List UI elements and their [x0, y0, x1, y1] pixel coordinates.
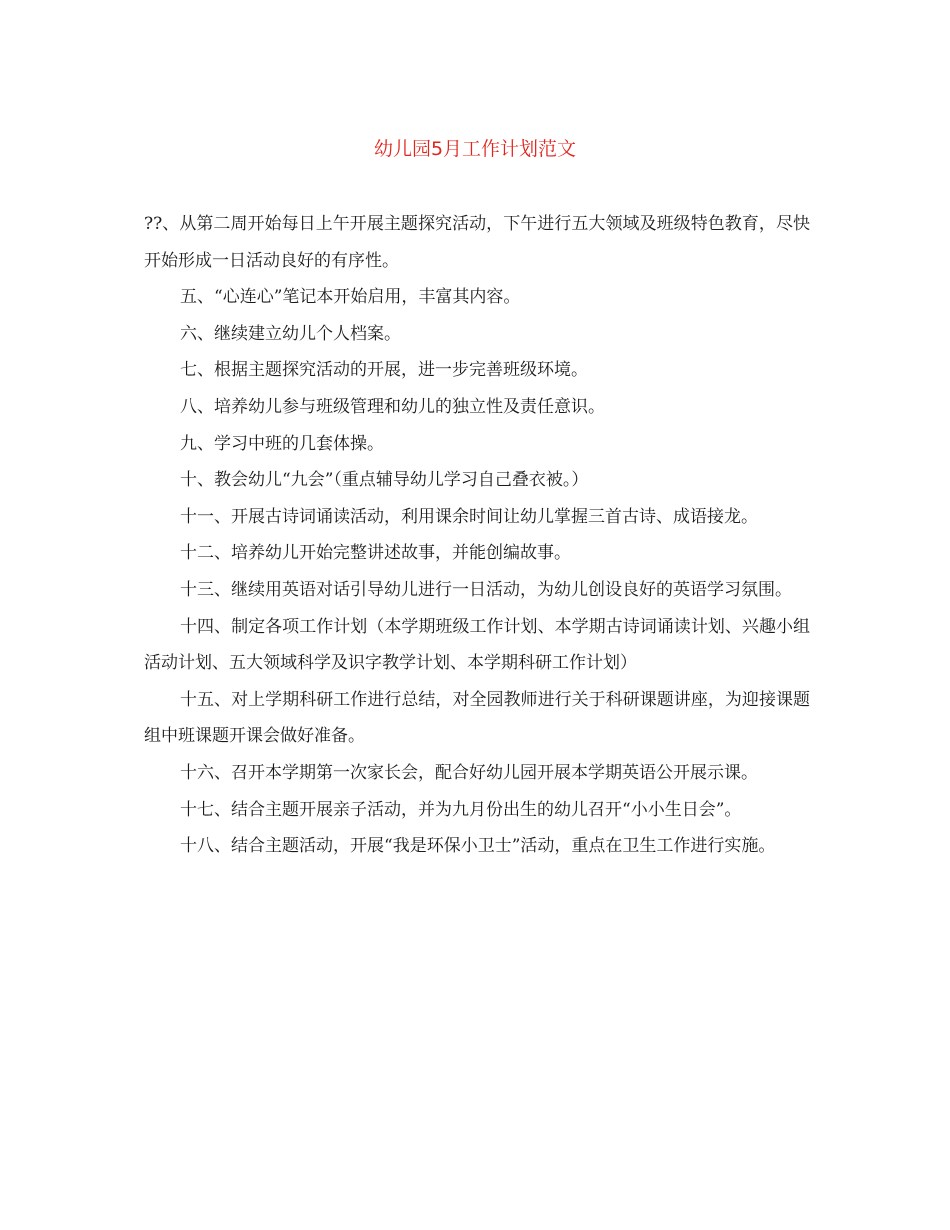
document-title: 幼儿园5月工作计划范文	[373, 138, 577, 160]
paragraph-item-14: 十四、制定各项工作计划（本学期班级工作计划、本学期古诗词诵读计划、兴趣小组活动计划、五大领域科学及识字教学计划、本学期科研工作计划）	[144, 616, 810, 674]
paragraph-item-16: 十六、召开本学期第一次家长会，配合好幼儿园开展本学期英语公开展示课。	[180, 762, 758, 783]
paragraph-item-8: 八、培养幼儿参与班级管理和幼儿的独立性及责任意识。	[180, 396, 605, 417]
paragraph-item-10: 十、教会幼儿“九会”（重点辅导幼儿学习自己叠衣被。）	[180, 470, 589, 491]
paragraph-item-11: 十一、开展古诗词诵读活动，利用课余时间让幼儿掌握三首古诗、成语接龙。	[180, 506, 758, 527]
paragraph-item-12: 十二、培养幼儿开始完整讲述故事，并能创编故事。	[180, 543, 571, 564]
paragraph-item-6: 六、继续建立幼儿个人档案。	[180, 323, 401, 344]
paragraph-item-5: 五、“心连心”笔记本开始启用，丰富其内容。	[180, 287, 521, 308]
paragraph-item-9: 九、学习中班的几套体操。	[180, 433, 384, 454]
paragraph-item-17: 十七、结合主题开展亲子活动，并为九月份出生的幼儿召开“小小生日会”。	[180, 799, 742, 820]
paragraph-item-18: 十八、结合主题活动，开展“我是环保小卫士”活动，重点在卫生工作进行实施。	[180, 836, 776, 857]
paragraph-item-4: ??、从第二周开始每日上午开展主题探究活动，下午进行五大领域及班级特色教育，尽快开始形成一日活动良好的有序性。	[144, 214, 810, 271]
paragraph-item-15: 十五、对上学期科研工作进行总结，对全园教师进行关于科研课题讲座，为迎接课题组中班课题开课会做好准备。	[144, 689, 810, 747]
paragraph-item-13: 十三、继续用英语对话引导幼儿进行一日活动，为幼儿创设良好的英语学习氛围。	[180, 579, 792, 600]
document-body	[144, 206, 810, 865]
paragraph-item-7: 七、根据主题探究活动的开展，进一步完善班级环境。	[180, 360, 588, 381]
